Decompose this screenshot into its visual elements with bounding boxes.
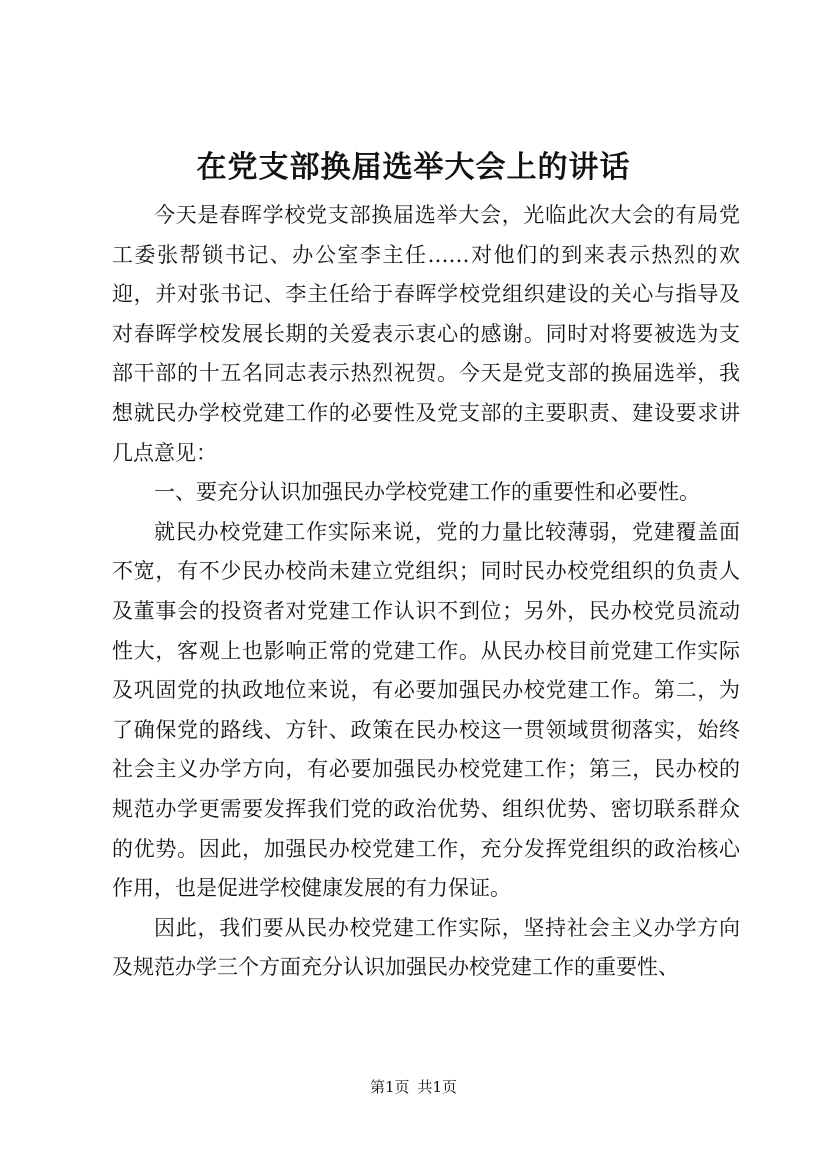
page-number: 第1页 [369,1078,410,1096]
paragraph-1: 今天是春晖学校党支部换届选举大会，光临此次大会的有局党工委张帮锁书记、办公室李主任……对他们的到来表示热烈的欢迎，并对张书记、李主任给于春晖学校党组织建设的关心与指导及对春晖学校发展长期的关爱表示衷心的感谢。同时对将要被选为支部干部的十五名同志表示热烈祝贺。今天是党支部的换届选举，我想就民办学校党建工作的必要性及党支部的主要职责、建设要求讲几点意见： [112,203,740,465]
document-body [112,196,740,988]
paragraph-2: 一、要充分认识加强民办学校党建工作的重要性和必要性。 [154,480,700,505]
paragraph-4: 因此，我们要从民办校党建工作实际，坚持社会主义办学方向及规范办学三个方面充分认识加强民办校党建工作的重要性、 [112,915,740,980]
page-total: 共1页 [417,1078,458,1096]
document-title: 在党支部换届选举大会上的讲话 [196,150,631,185]
page-footer [0,1077,827,1097]
paragraph-3: 就民办校党建工作实际来说，党的力量比较薄弱，党建覆盖面不宽，有不少民办校尚未建立党组织；同时民办校党组织的负责人及董事会的投资者对党建工作认识不到位；另外，民办校党员流动性大，客观上也影响正常的党建工作。从民办校目前党建工作实际及巩固党的执政地位来说，有必要加强民办校党建工作。第二，为了确保党的路线、方针、政策在民办校这一贯领域贯彻落实，始终社会主义办学方向，有必要加强民办校党建工作；第三，民办校的规范办学更需要发挥我们党的政治优势、组织优势、密切联系群众的优势。因此，加强民办校党建工作，充分发挥党组织的政治核心作用，也是促进学校健康发展的有力保证。 [112,519,740,901]
